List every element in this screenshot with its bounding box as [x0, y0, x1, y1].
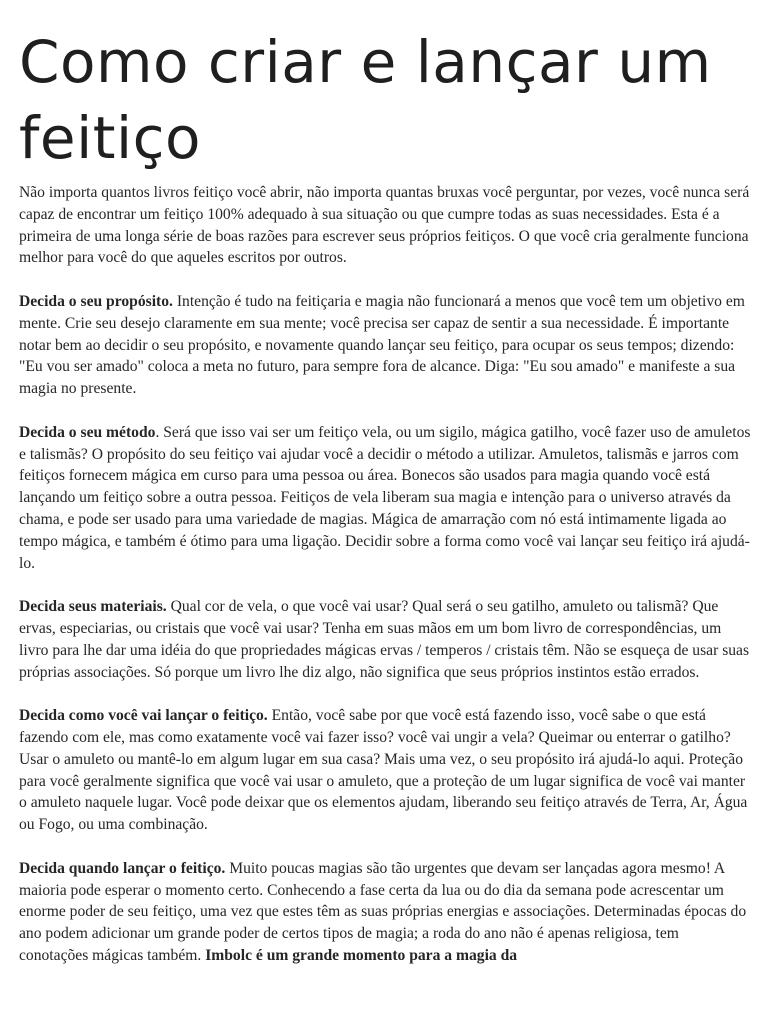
- page-title: Como criar e lançar um feitiço: [19, 28, 712, 172]
- paragraph-text: Intenção é tudo na feitiçaria e magia não funcionará a menos que você tem um objetivo em mente. Crie seu desejo claramente em sua mente; você precisa ser capaz de sentir a sua necessidade. É importante notar bem ao decidir o seu propósito, e novamente quando lançar seu feitiço, para ocupar os seus tempos; dizendo: "Eu vou ser amado" coloca a meta no futuro, para sempre fora de alcance. Diga: "Eu sou amado" e manifeste a sua magia no presente.: [19, 292, 745, 398]
- paragraph-text: . Será que isso vai ser um feitiço vela, ou um sigilo, mágica gatilho, você fazer uso de amuletos e talismãs? O propósito do seu feitiço vai ajudar você a decidir o método a utilizar. Amuletos, talismãs e jarros com feitiços fornecem mágica em curso para uma pessoa ou área. Bonecos são usados para magia quando você está lançando um feitiço sobre a outra pessoa. Feitiços de vela liberam sua magia e intenção para o universo através da chama, e pode ser usado para uma variedade de magias. Mágica de amarração com nó está intimamente ligada ao tempo mágica, e também é ótimo para uma ligação. Decidir sobre a forma como você vai lançar seu feitiço irá ajudá-lo.: [19, 423, 751, 572]
- paragraph-lead: Decida quando lançar o feitiço.: [19, 859, 226, 877]
- paragraph-lead: Decida seus materiais.: [19, 598, 167, 616]
- article-body: [19, 182, 751, 967]
- paragraph-materials: [19, 596, 751, 683]
- paragraph-method: [19, 422, 751, 575]
- paragraph-casting: [19, 705, 751, 836]
- paragraph-lead: Decida o seu método: [19, 423, 156, 441]
- paragraph-timing: [19, 858, 751, 967]
- paragraph-lead: Decida o seu propósito.: [19, 292, 173, 310]
- paragraph-text: Qual cor de vela, o que você vai usar? Qual será o seu gatilho, amuleto ou talismã? Que ervas, especiarias, ou cristais que você vai usar? Tenha em suas mãos em um bom livro de correspondências, um livro para lhe dar uma idéia do que propriedades mágicas ervas / temperos / cristais têm. Não se esqueça de usar suas próprias associações. Só porque um livro lhe diz algo, não significa que seus próprios instintos estão errados.: [19, 598, 750, 681]
- paragraph-text: Então, você sabe por que você está fazendo isso, você sabe o que está fazendo com ele, mas como exatamente você vai fazer isso? você vai ungir a vela? Queimar ou enterrar o gatilho? Usar o amuleto ou mantê-lo em algum lugar em sua casa? Mais uma vez, o seu propósito irá ajudá-lo aqui. Proteção para você geralmente significa que você vai usar o amuleto, que a proteção de um lugar significa de você vai manter o amuleto naquele lugar. Você pode deixar que os elementos ajudam, liberando seu feitiço através de Terra, Ar, Água ou Fogo, ou uma combinação.: [19, 707, 748, 834]
- paragraph-lead: Decida como você vai lançar o feitiço.: [19, 707, 268, 725]
- paragraph-purpose: [19, 291, 751, 400]
- paragraph-tail-bold: Imbolc é um grande momento para a magia da: [205, 946, 518, 964]
- paragraph-text: Muito poucas magias são tão urgentes que devam ser lançadas agora mesmo! A maioria pode esperar o momento certo. Conhecendo a fase certa da lua ou do dia da semana pode acrescentar um enorme poder de seu feitiço, uma vez que estes têm as suas próprias energias e associações. Determinadas épocas do ano podem adicionar um grande poder de certos tipos de magia; a roda do ano não é apenas religiosa, tem conotações mágicas também.: [19, 859, 747, 964]
- paragraph-text: Não importa quantos livros feitiço você abrir, não importa quantas bruxas você perguntar, por vezes, você nunca será capaz de encontrar um feitiço 100% adequado à sua situação ou que cumpre todas as suas necessidades. Esta é a primeira de uma longa série de boas razões para escrever seus próprios feitiços. O que você cria geralmente funciona melhor para você do que aqueles escritos por outros.: [19, 184, 750, 267]
- paragraph-intro: [19, 182, 751, 269]
